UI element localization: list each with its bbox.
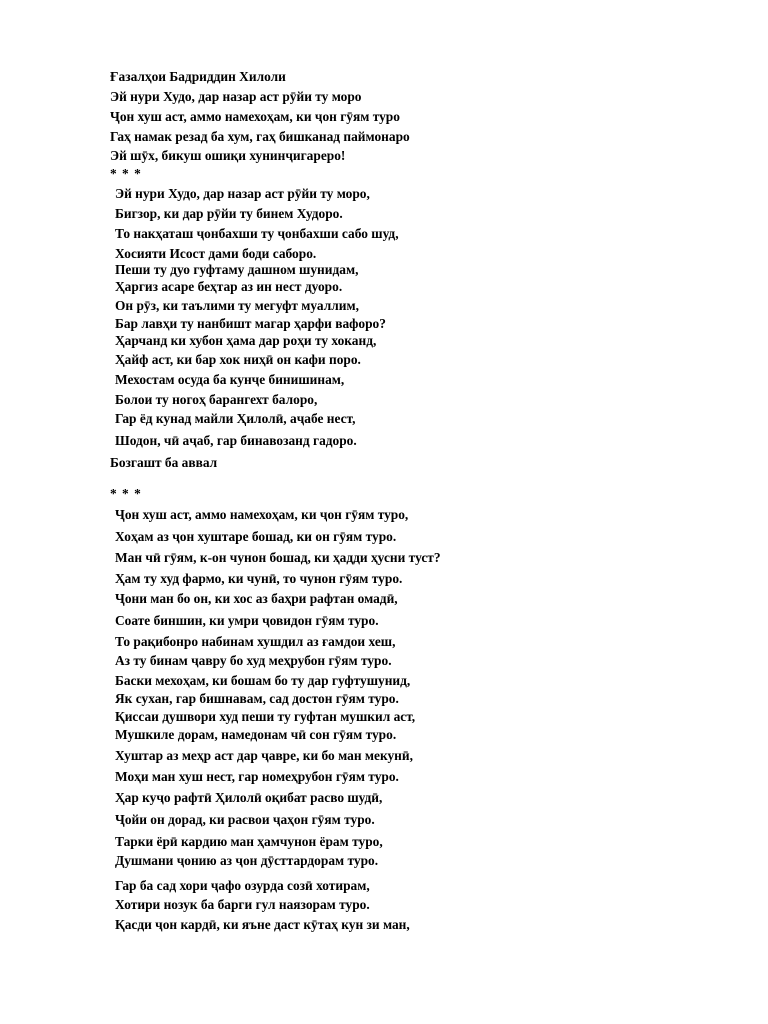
verse-line: Қасди ҷон кардӣ, ки яъне даст кӯтаҳ кун зи ман, <box>115 917 410 932</box>
verse-line: Душмани ҷонию аз ҷон дӯсттардорам туро. <box>115 853 379 868</box>
return-label: Бозгашт ба аввал <box>110 455 218 470</box>
intro-line: Эй нури Худо, дар назар аст рӯйи ту моро <box>110 89 362 104</box>
verse-line: Баски мехоҳам, ки бошам бо ту дар гуфтушунид, <box>115 673 411 688</box>
separator-stars: * * * <box>110 486 142 501</box>
verse-line: Соате биншин, ки умри ҷовидон гӯям туро. <box>115 613 379 628</box>
verse-line: Он рӯз, ки таълими ту мегуфт муаллим, <box>115 298 359 313</box>
verse-line: Шодон, чӣ аҷаб, гар бинавозанд гадоро. <box>115 433 357 448</box>
verse-line: Ҳарчанд ки хубон ҳама дар роҳи ту хоканд, <box>115 333 377 348</box>
verse-line: Ҳар куҷо рафтӣ Ҳилолӣ оқибат расво шудӣ, <box>115 790 383 805</box>
verse-line: Тарки ёрӣ кардию ман ҳамчунон ёрам туро, <box>115 834 383 849</box>
verse-line: Қиссаи душвори худ пеши ту гуфтан мушкил аст, <box>115 709 416 724</box>
verse-line: Хосияти Исост дами боди саборо. <box>115 246 317 261</box>
verse-line: Мушкиле дорам, намедонам чӣ сон гӯям туро. <box>115 727 397 742</box>
verse-line: Ҳаргиз асаре беҳтар аз ин нест дуоро. <box>115 279 343 294</box>
verse-line: Хотири нозук ба барги гул наязорам туро. <box>115 897 370 912</box>
verse-line: Ҳам ту худ фармо, ки чунӣ, то чунон гӯям туро. <box>115 571 403 586</box>
verse-line: Моҳи ман хуш нест, гар номеҳрубон гӯям туро. <box>115 769 399 784</box>
verse-line: Хоҳам аз ҷон хуштаре бошад, ки он гӯям туро. <box>115 529 397 544</box>
verse-line: Гар ба сад хори ҷафо озурда созӣ хотирам, <box>115 878 370 893</box>
verse-line: Ҷон хуш аст, аммо намехоҳам, ки ҷон гӯям туро, <box>115 507 409 522</box>
intro-line: Гаҳ намак резад ба хум, гаҳ бишканад паймонаро <box>110 129 410 144</box>
verse-line: Бигзор, ки дар рӯйи ту бинем Худоро. <box>115 206 343 221</box>
verse-line: То рақибонро набинам хушдил аз ғамдои хеш, <box>115 634 396 649</box>
document-title: Ғазалҳои Бадриддин Хилоли <box>110 69 286 84</box>
verse-line: Бар лавҳи ту нанбишт магар ҳарфи вафоро? <box>115 316 386 331</box>
verse-line: Ҷони ман бо он, ки хос аз баҳри рафтан омадӣ, <box>115 591 398 606</box>
verse-line: Мехостам осуда ба кунҷе бинишинам, <box>115 372 345 387</box>
verse-line: То накҳаташ ҷонбахши ту ҷонбахши сабо шуд, <box>115 226 399 241</box>
verse-line: Болои ту ногоҳ барангехт балоро, <box>115 392 318 407</box>
verse-line: Аз ту бинам ҷавру бо худ меҳрубон гӯям туро. <box>115 653 392 668</box>
intro-line: Ҷон хуш аст, аммо намехоҳам, ки ҷон гӯям туро <box>110 109 400 124</box>
verse-line: Ҷойи он дорад, ки расвои ҷаҳон гӯям туро. <box>115 812 375 827</box>
verse-line: Ман чӣ гӯям, к-он чунон бошад, ки ҳадди ҳусни туст? <box>115 550 441 565</box>
verse-line: Пеши ту дуо гуфтаму дашном шунидам, <box>115 262 359 277</box>
verse-line: Як сухан, гар бишнавам, сад достон гӯям туро. <box>115 691 399 706</box>
verse-line: Хуштар аз меҳр аст дар ҷавре, ки бо ман мекунӣ, <box>115 748 413 763</box>
verse-line: Гар ёд кунад майли Ҳилолӣ, аҷабе нест, <box>115 411 356 426</box>
verse-line: Эй нури Худо, дар назар аст рӯйи ту моро, <box>115 186 370 201</box>
intro-line: Эй шӯх, бикуш ошиқи хунинҷигареро! <box>110 148 346 163</box>
separator-stars: * * * <box>110 166 142 181</box>
verse-line: Ҳайф аст, ки бар хок ниҳӣ он кафи поро. <box>115 352 361 367</box>
